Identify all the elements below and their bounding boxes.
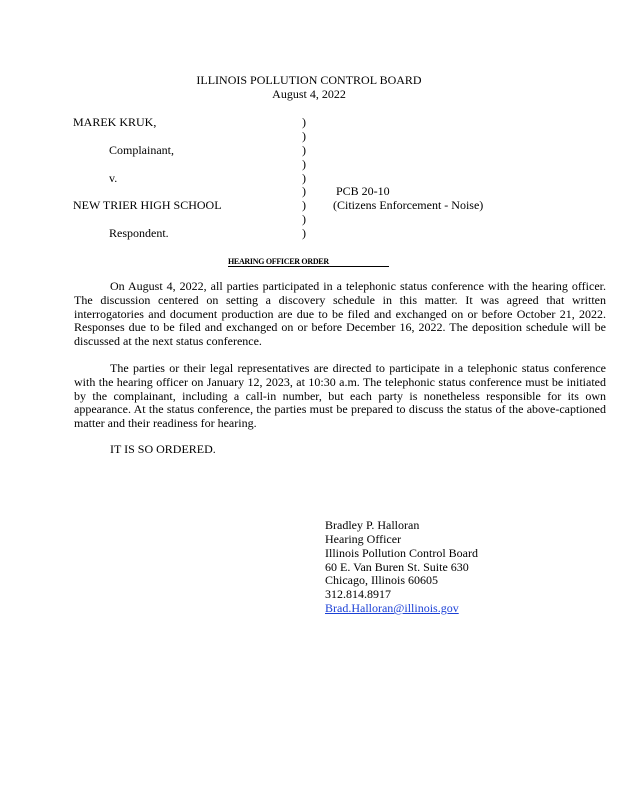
board-name: ILLINOIS POLLUTION CONTROL BOARD [196,73,422,87]
caption-paren: ) [302,171,306,185]
signer-street: 60 E. Van Buren St. Suite 630 [325,560,469,574]
caption-paren: ) [302,184,306,198]
order-date: August 4, 2022 [272,87,346,101]
caption-paren: ) [302,212,306,226]
order-title: HEARING OFFICER ORDER [228,257,329,266]
signer-name: Bradley P. Halloran [325,518,420,532]
case-number: PCB 20-10 [336,184,390,198]
signer-email-link[interactable]: Brad.Halloran@illinois.gov [325,601,459,615]
caption-paren: ) [302,157,306,171]
caption-paren: ) [302,115,306,129]
caption-paren: ) [302,143,306,157]
signer-organization: Illinois Pollution Control Board [325,546,479,560]
respondent-role: Respondent. [109,226,169,240]
complainant-name: MAREK KRUK, [73,115,157,129]
closing-statement: IT IS SO ORDERED. [110,442,216,456]
caption-paren: ) [302,226,306,240]
body-paragraph-2: The parties or their legal representatives are directed to participate in a telephonic status conference with the hearing officer on January 12, 2023, at 10:30 a.m. The telephonic status conference must be initiated by the complainant, including a call-in number, but each party is nonetheless responsible for its own appearance. At the status conference, the parties must be prepared to discuss the status of the above-captioned matter and their readiness for hearing. [74,361,606,431]
versus-label: v. [109,171,118,185]
case-type: (Citizens Enforcement - Noise) [333,198,484,212]
body-paragraph-1: On August 4, 2022, all parties participated in a telephonic status conference with the hearing officer. The discussion centered on setting a discovery schedule in this matter. It was agreed that written interrogatories and document production are due to be filed and exchanged on or before October 21, 2022. Responses due to be filed and exchanged on or before December 16, 2022. The deposition schedule will be discussed at the next status conference. [74,279,606,349]
signer-phone: 312.814.8917 [325,587,391,601]
caption-paren: ) [302,198,306,212]
signer-city: Chicago, Illinois 60605 [325,573,438,587]
caption-paren: ) [302,129,306,143]
complainant-role: Complainant, [109,143,174,157]
respondent-name: NEW TRIER HIGH SCHOOL [73,198,222,212]
signer-title: Hearing Officer [325,532,402,546]
order-title-underline [228,266,389,267]
